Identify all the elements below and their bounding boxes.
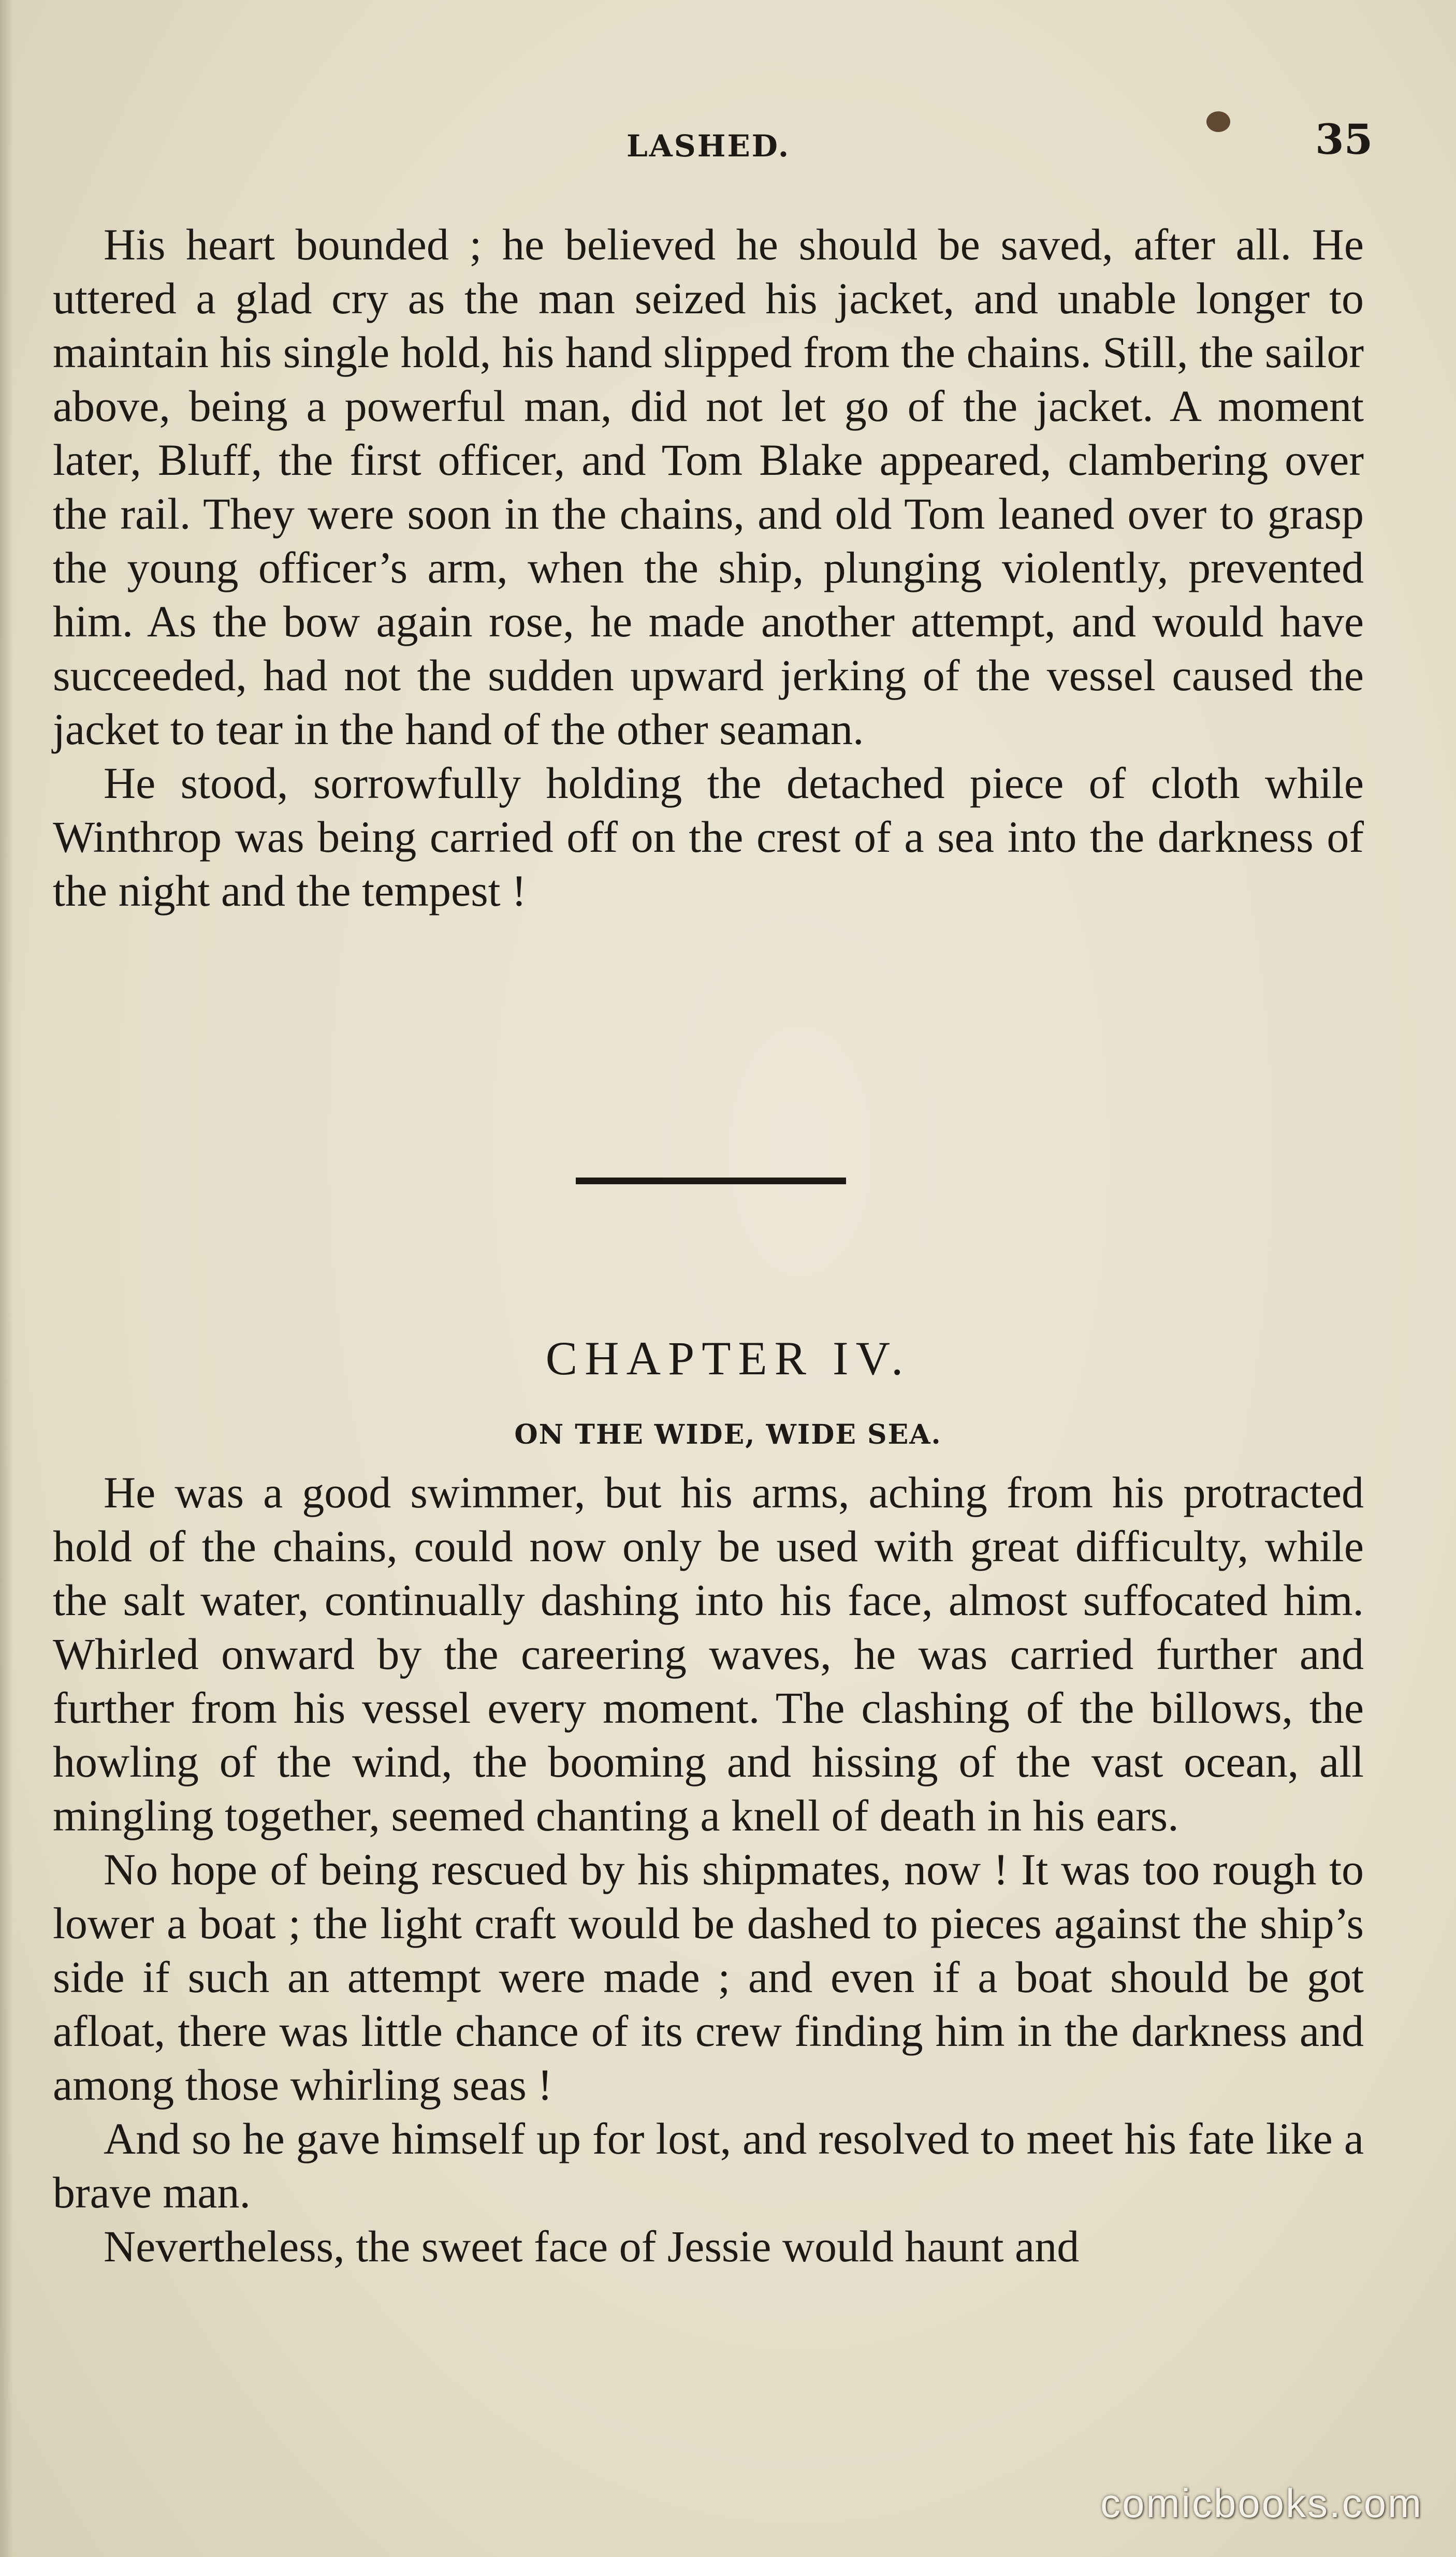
running-head: LASHED. — [627, 128, 791, 164]
ink-stain — [1206, 111, 1230, 132]
paragraph: And so he gave himself up for lost, and resolved to meet his fate like a brave man. — [53, 2114, 1364, 2217]
paragraph: No hope of being rescued by his shipmates, now ! It was too rough to lower a boat ; the light craft would be dashed to pieces against the ship’s side if such an attempt were made ; and even if a boat should be got afloat, there was little chance of its crew finding him in the darkness and among those whirling seas ! — [53, 1844, 1364, 2110]
page-edge-shadow — [0, 0, 13, 2557]
text-after-chapter — [53, 1465, 1364, 2273]
paragraph: Nevertheless, the sweet face of Jessie would haunt and — [104, 2221, 1080, 2271]
text-before-chapter — [53, 217, 1364, 918]
page-number: 35 — [1315, 115, 1373, 164]
watermark: comicbooks.com — [1100, 2480, 1423, 2526]
chapter-title: CHAPTER IV. — [545, 1332, 911, 1385]
paragraph: His heart bounded ; he believed he should be saved, after all. He uttered a glad cry as the man seized his jacket, and unable longer to maintain his single hold, his hand slipped from the chains. Still, the sailor above, being a powerful man, did not let go of the jacket. A moment later, Bluff, the first officer, and Tom Blake appeared, clambering over the rail. They were soon in the chains, and old Tom leaned over to grasp the young officer’s arm, when the ship, plunging violently, prevented him. As the bow again rose, he made another attempt, and would have succeeded, had not the sudden upward jerking of the vessel caused the jacket to tear in the hand of the other seaman. — [53, 220, 1364, 754]
paragraph: He stood, sorrowfully holding the detached piece of cloth while Winthrop was being carried off on the crest of a sea into the darkness of the night and the tempest ! — [53, 758, 1364, 916]
chapter-subtitle: ON THE WIDE, WIDE SEA. — [514, 1419, 942, 1450]
section-divider-rule — [576, 1178, 846, 1184]
paragraph: He was a good swimmer, but his arms, aching from his protracted hold of the chains, could now only be used with great difficulty, while the salt water, continually dashing into his face, almost suffocated him. Whirled onward by the careering waves, he was carried further and further from his vessel every moment. The clashing of the billows, the howling of the wind, the booming and hissing of the vast ocean, all mingling together, seemed chanting a knell of death in his ears. — [53, 1468, 1364, 1840]
